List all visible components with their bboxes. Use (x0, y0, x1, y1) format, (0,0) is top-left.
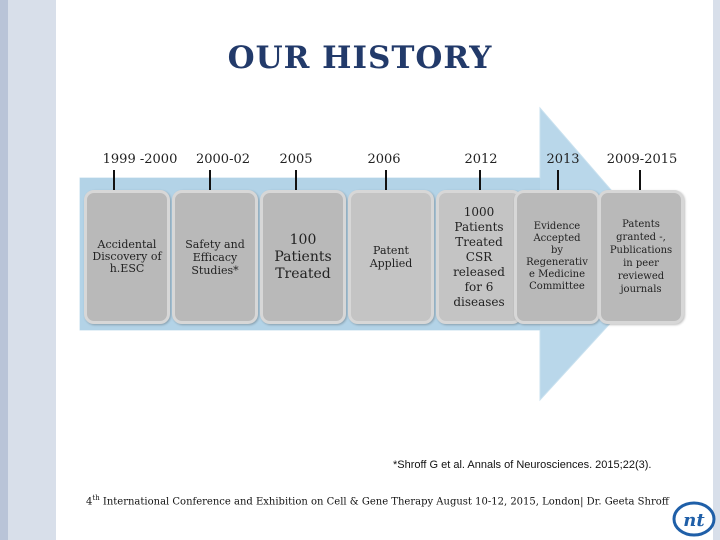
year-label-2005: 2005 (279, 152, 313, 167)
year-label-2012: 2012 (464, 152, 498, 167)
ordinal-number: 4 (86, 496, 93, 508)
milestone-line: Efficacy (192, 250, 238, 264)
conference-footer (86, 494, 669, 507)
milestone-line: h.ESC (109, 262, 145, 275)
year-label-2006: 2006 (367, 152, 401, 167)
milestone-line: CSR (465, 249, 493, 264)
ordinal-suffix: th (92, 494, 100, 502)
milestone-line: by (550, 245, 564, 256)
milestone-box (260, 190, 346, 324)
milestone-line: Discovery of (92, 250, 162, 263)
milestone-line: 100 (289, 231, 317, 248)
milestone-box (172, 190, 258, 324)
milestone-line: Evidence (533, 221, 581, 232)
milestone-line: Applied (369, 257, 413, 270)
milestone-line: granted -, (616, 232, 666, 243)
milestone-line: e Medicine (528, 269, 585, 280)
milestone-line: Accidental (97, 238, 157, 251)
logo-text: nt (683, 510, 705, 531)
conference-text: International Conference and Exhibition on Cell & Gene Therapy August 10-12, 2015, London| Dr. Geeta Shroff (99, 496, 669, 508)
milestone-line: Safety and (185, 237, 245, 251)
milestone-line: Publications (609, 245, 673, 256)
milestone-box (436, 190, 522, 324)
year-label-2009-2015: 2009-2015 (606, 152, 678, 167)
milestone-line: Accepted (533, 233, 581, 244)
milestone-line: reviewed (617, 271, 665, 282)
milestone-line: Patent (373, 244, 409, 257)
milestone-line: journals (620, 284, 662, 295)
year-label-2000: 2000-02 (195, 152, 251, 167)
milestone-line: Studies* (191, 263, 239, 277)
nt-logo-icon (672, 500, 716, 538)
milestone-box (598, 190, 684, 324)
milestone-box (84, 190, 170, 324)
milestone-line: Patents (622, 219, 660, 230)
milestone-line: 1000 (463, 204, 495, 219)
citation-footnote: *Shroff G et al. Annals of Neurosciences. 2015;22(3). (393, 459, 652, 471)
milestone-box (514, 190, 600, 324)
milestone-line: Treated (275, 265, 331, 282)
slide-title: OUR HISTORY (227, 40, 493, 76)
year-label-2013: 2013 (546, 152, 580, 167)
milestone-line: released (453, 264, 505, 279)
milestone-line: Patients (454, 219, 504, 234)
milestone-box (348, 190, 434, 324)
milestone-line: diseases (453, 294, 505, 309)
milestone-line: Patients (274, 248, 332, 265)
milestone-line: Committee (529, 281, 585, 292)
milestone-line: for 6 (464, 279, 494, 294)
milestone-line: Regenerativ (526, 257, 588, 268)
milestone-line: Treated (455, 234, 503, 249)
milestone-line: in peer (623, 258, 659, 269)
year-label-1999: 1999 -2000 (102, 152, 178, 167)
